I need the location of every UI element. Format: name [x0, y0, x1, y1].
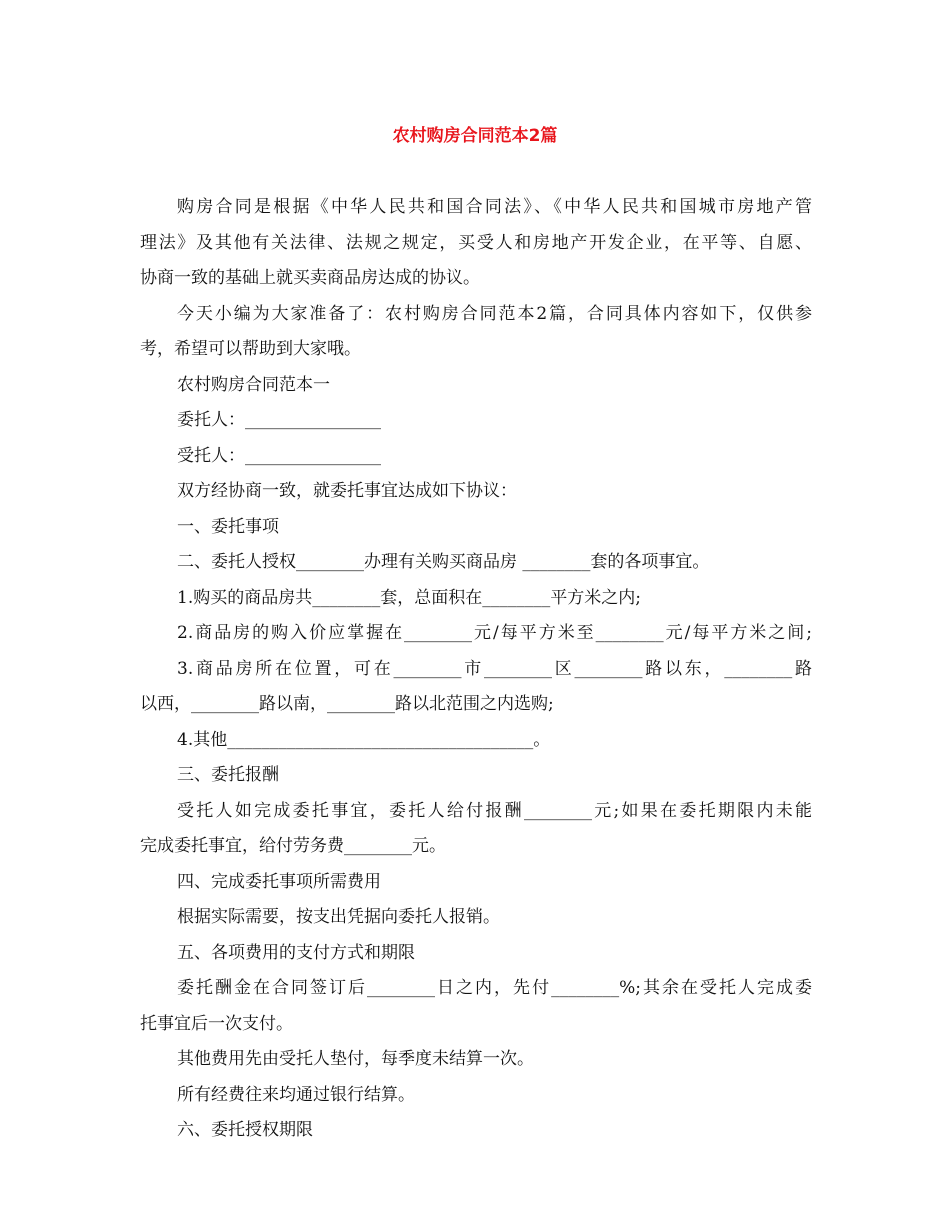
paragraph-line: 完成委托事宜，给付劳务费________元。: [140, 836, 446, 856]
clause-item: 3.商品房所在位置，可在________市________区________路以东，________路: [177, 659, 812, 679]
paragraph-line: 委托酬金在合同签订后________日之内，先付________%;其余在受托人完成委: [177, 978, 812, 998]
paragraph-line: 其他费用先由受托人垫付，每季度未结算一次。: [177, 1049, 534, 1069]
clause-heading: 三、委托报酬: [177, 765, 279, 785]
clause-item: 1.购买的商品房共________套，总面积在________平方米之内;: [177, 588, 641, 608]
paragraph-line: 双方经协商一致，就委托事宜达成如下协议：: [177, 481, 517, 501]
clause-heading: 六、委托授权期限: [177, 1120, 313, 1140]
document-title: 农村购房合同范本2篇: [392, 126, 558, 146]
principal-field: 委托人：________________: [177, 410, 381, 430]
paragraph-line: 购房合同是根据《中华人民共和国合同法》、《中华人民共和国城市房地产管: [177, 197, 812, 217]
paragraph-line: 所有经费往来均通过银行结算。: [177, 1085, 415, 1105]
paragraph-line: 考，希望可以帮助到大家哦。: [140, 339, 361, 359]
paragraph-line: 托事宜后一次支付。: [140, 1014, 293, 1034]
paragraph-line: 协商一致的基础上就买卖商品房达成的协议。: [140, 268, 480, 288]
clause-heading: 二、委托人授权________办理有关购买商品房 ________套的各项事宜。: [177, 552, 710, 572]
paragraph-line: 今天小编为大家准备了：农村购房合同范本2篇，合同具体内容如下，仅供参: [177, 304, 812, 324]
paragraph-line: 受托人如完成委托事宜，委托人给付报酬________元;如果在委托期限内未能: [177, 801, 812, 821]
clause-heading: 五、各项费用的支付方式和期限: [177, 943, 415, 963]
agent-field: 受托人：________________: [177, 446, 381, 466]
clause-heading: 一、委托事项: [177, 517, 279, 537]
paragraph-line: 理法》及其他有关法律、法规之规定，买受人和房地产开发企业，在平等、自愿、: [140, 233, 812, 253]
clause-item: 2.商品房的购入价应掌握在________元/每平方米至________元/每平方米之间;: [177, 623, 812, 643]
section-heading: 农村购房合同范本一: [177, 375, 330, 395]
paragraph-line: 根据实际需要，按支出凭据向委托人报销。: [177, 907, 500, 927]
clause-heading: 四、完成委托事项所需费用: [177, 872, 381, 892]
clause-item: 以西，________路以南，________路以北范围之内选购;: [140, 694, 554, 714]
clause-item: 4.其他____________________________________。: [177, 730, 551, 750]
